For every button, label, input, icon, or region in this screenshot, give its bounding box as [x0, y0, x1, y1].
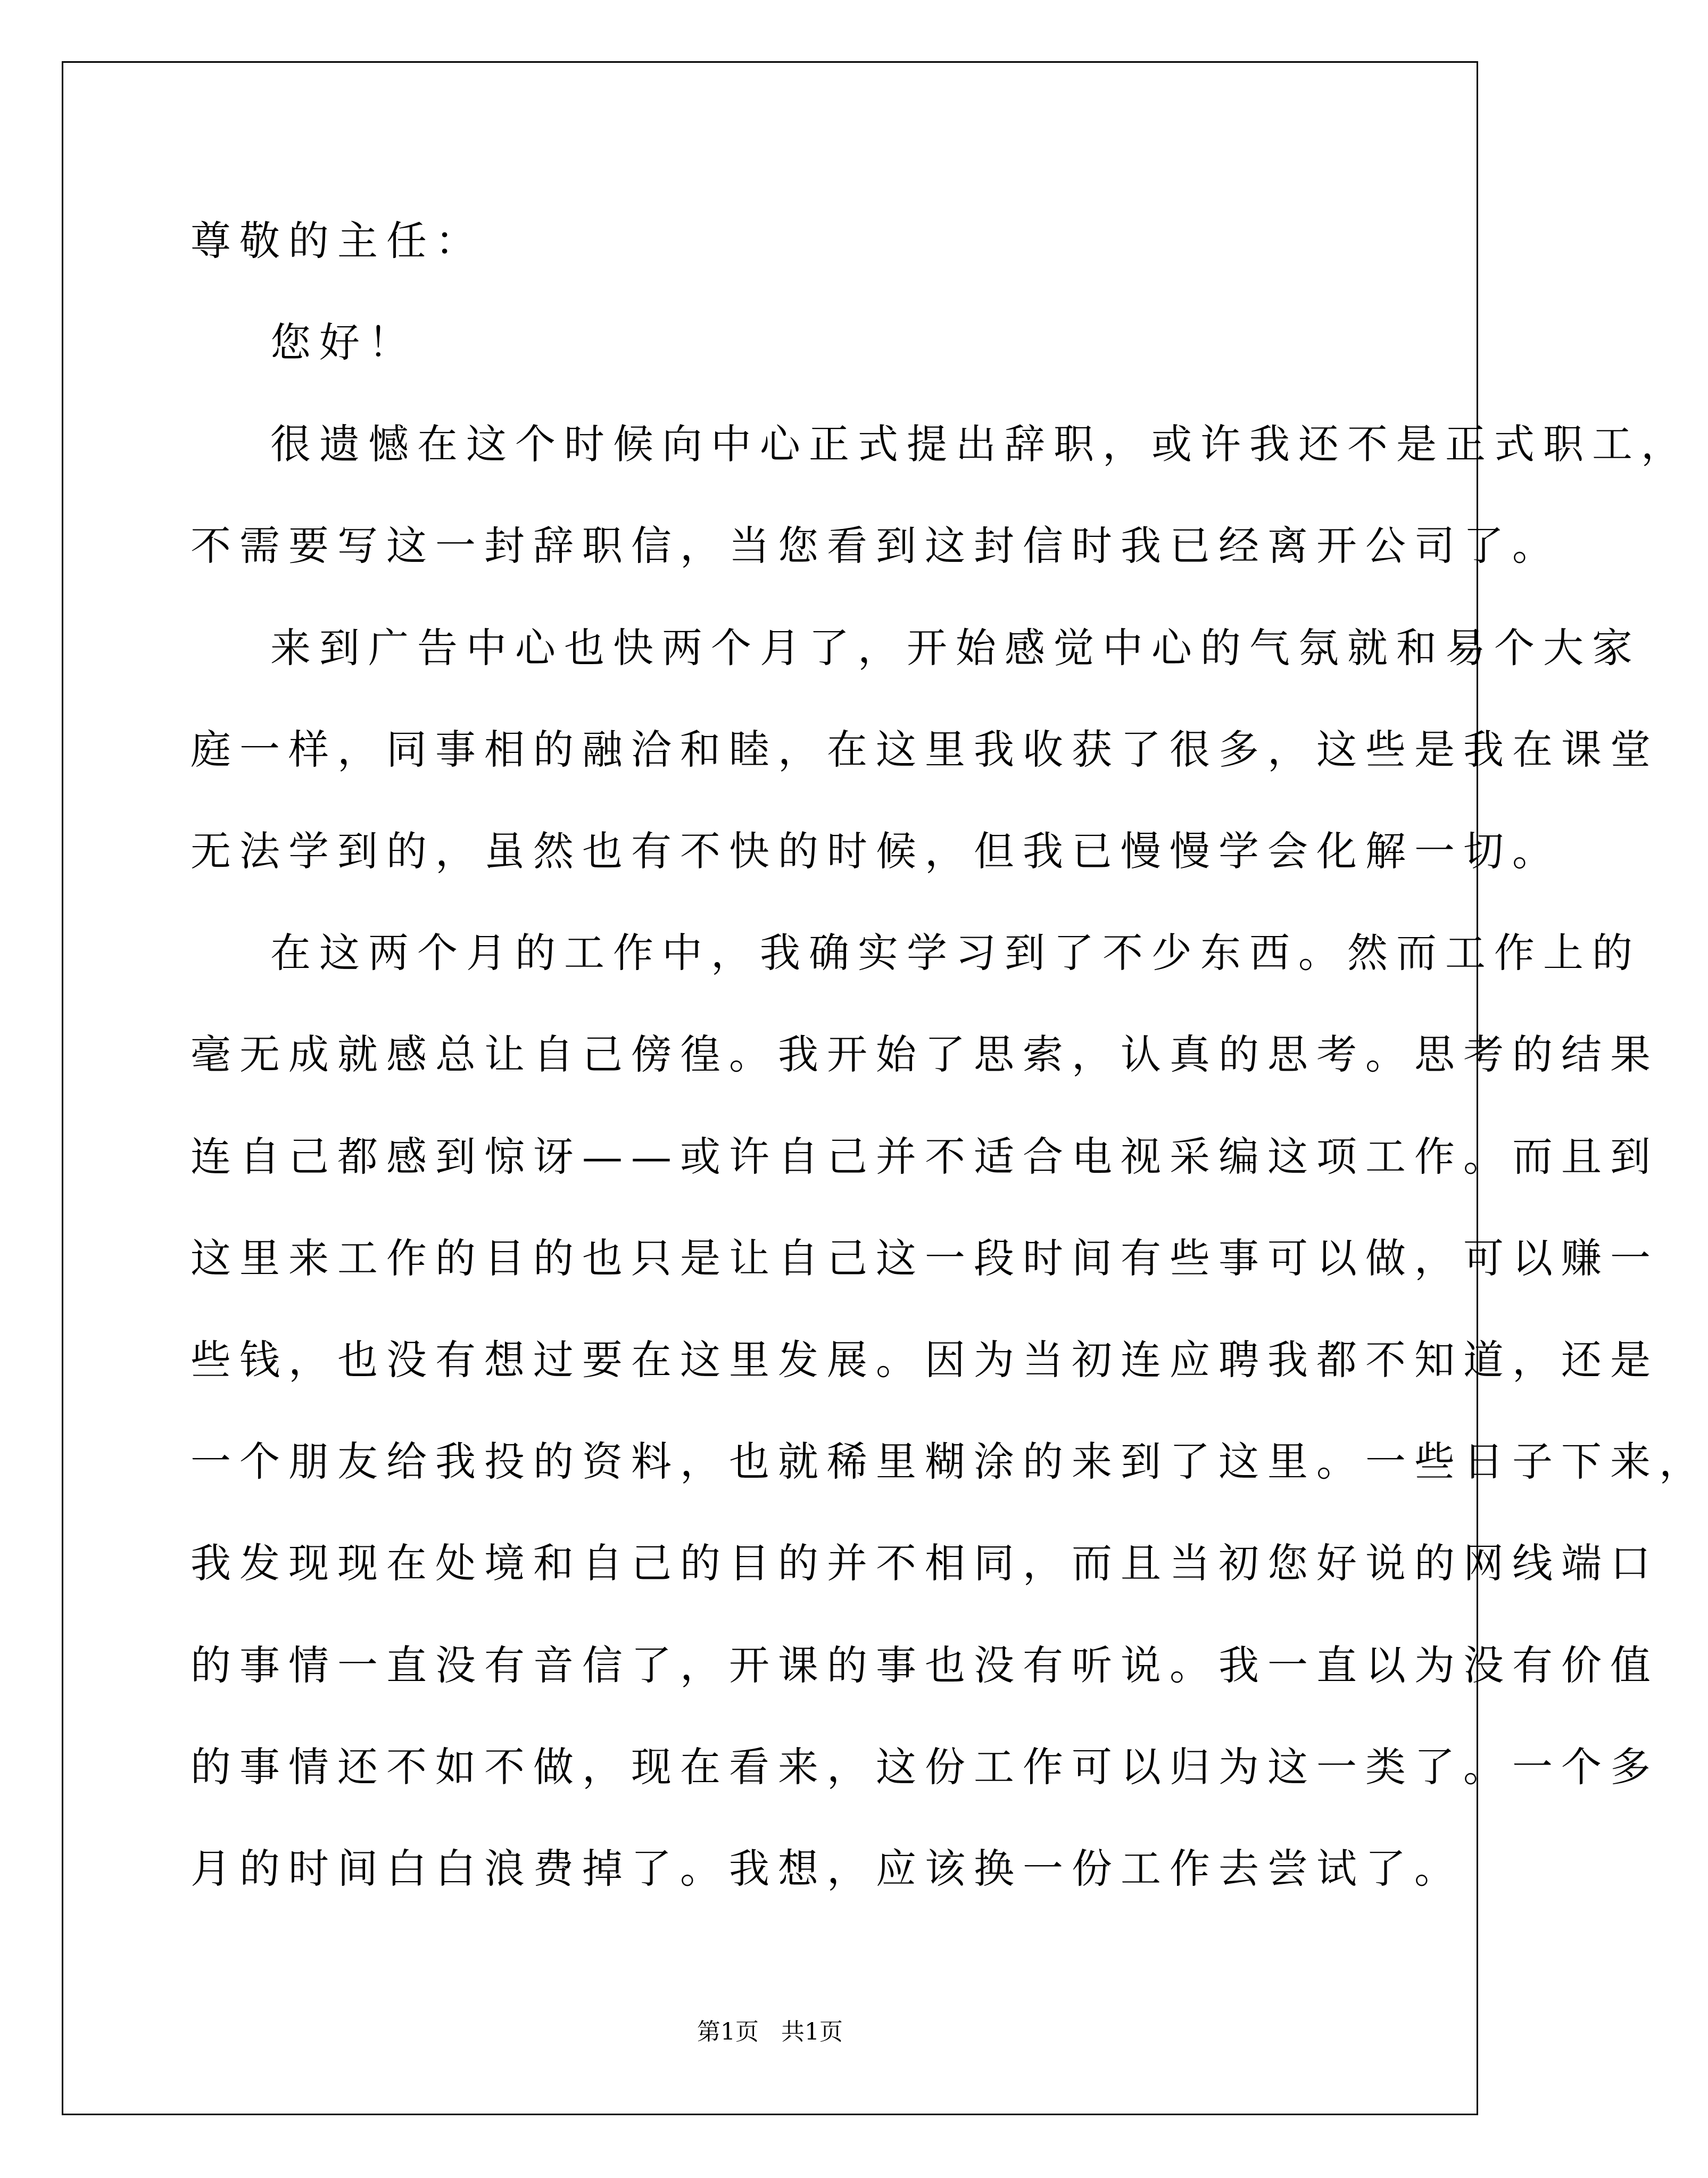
paragraph-line: 不需要写这一封辞职信，当您看到这封信时我已经离开公司了。: [190, 522, 1561, 569]
salutation: 尊敬的主任：: [190, 217, 484, 264]
greeting: 您好！: [270, 319, 417, 366]
paragraph-line: 在这两个月的工作中，我确实学习到了不少东西。然而工作上的: [270, 929, 1641, 976]
paragraph-line: 很遗憾在这个时候向中心正式提出辞职，或许我还不是正式职工，: [270, 420, 1690, 468]
paragraph-line: 连自己都感到惊讶——或许自己并不适合电视采编这项工作。而且到: [190, 1133, 1659, 1180]
paragraph-line: 的事情还不如不做，现在看来，这份工作可以归为这一类了。一个多: [190, 1743, 1659, 1791]
paragraph-line: 的事情一直没有音信了，开课的事也没有听说。我一直以为没有价值: [190, 1642, 1659, 1689]
paragraph-line: 来到广告中心也快两个月了，开始感觉中心的气氛就和易个大家: [270, 624, 1641, 672]
paragraph-line: 些钱，也没有想过要在这里发展。因为当初连应聘我都不知道，还是: [190, 1336, 1659, 1384]
paragraph-line: 一个朋友给我投的资料，也就稀里糊涂的来到了这里。一些日子下来，: [190, 1438, 1708, 1485]
page-number: 第1页 共1页: [697, 2018, 843, 2046]
paragraph-line: 无法学到的，虽然也有不快的时候，但我已慢慢学会化解一切。: [190, 827, 1561, 875]
page-border: [62, 61, 1478, 2115]
paragraph-line: 庭一样，同事相的融洽和睦，在这里我收获了很多，这些是我在课堂: [190, 726, 1659, 773]
paragraph-line: 月的时间白白浪费掉了。我想，应该换一份工作去尝试了。: [190, 1845, 1463, 1892]
paragraph-line: 这里来工作的目的也只是让自己这一段时间有些事可以做，可以赚一: [190, 1235, 1659, 1282]
paragraph-line: 我发现现在处境和自己的目的并不相同，而且当初您好说的网线端口: [190, 1539, 1659, 1587]
paragraph-line: 毫无成就感总让自己傍徨。我开始了思索，认真的思考。思考的结果: [190, 1031, 1659, 1078]
